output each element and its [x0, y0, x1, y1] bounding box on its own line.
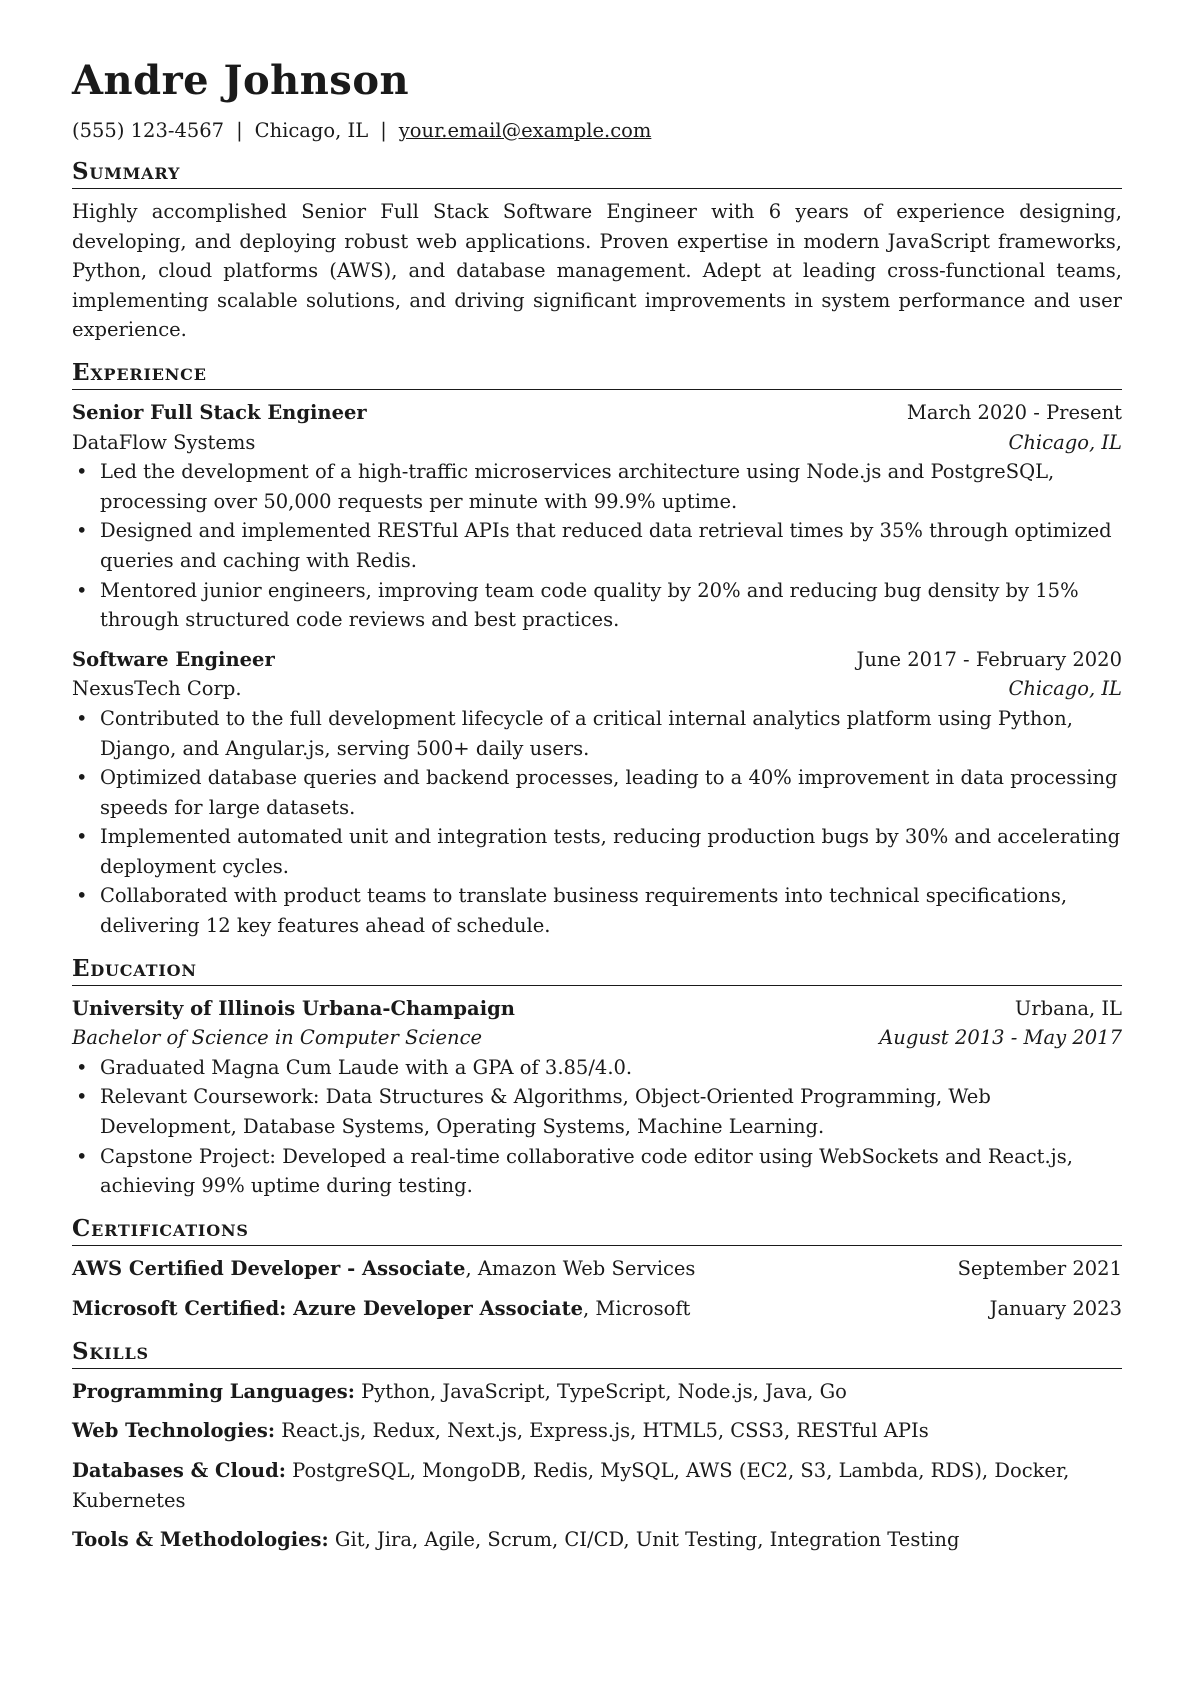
job-dates: March 2020 - Present	[906, 400, 1122, 424]
certifications-heading: Certifications	[72, 1215, 1122, 1246]
degree-name: Bachelor of Science in Computer Science	[72, 1026, 483, 1050]
education-heading: Education	[72, 955, 1122, 986]
skill-label: Databases & Cloud:	[72, 1459, 286, 1482]
job-bullets	[72, 704, 1122, 941]
location-text: Chicago, IL	[254, 119, 369, 142]
education-bullets	[72, 1053, 1122, 1201]
summary-text: Highly accomplished Senior Full Stack Software Engineer with 6 years of experience designing, developing, and deploying robust web applications. Proven expertise in modern JavaScript frameworks, Python, cloud platforms (AWS), and database management. Adept at leading cross-functional teams, implementing scalable solutions, and driving significant improvements in system performance and user experience.	[72, 200, 1122, 342]
education-section	[72, 994, 1122, 1201]
skill-value: PostgreSQL, MongoDB, Redis, MySQL, AWS (EC2, S3, Lambda, RDS), Docker, Kubernetes	[72, 1459, 1070, 1512]
job-bullet: • Contributed to the full development lifecycle of a critical internal analytics platform using Python, Django, and Angular.js, serving 500+ daily users.	[100, 704, 1122, 763]
job-dates: June 2017 - February 2020	[856, 647, 1122, 671]
skill-value: React.js, Redux, Next.js, Express.js, HTML5, CSS3, RESTful APIs	[275, 1419, 929, 1443]
skill-row	[72, 1456, 1122, 1515]
company-name: DataFlow Systems	[72, 430, 256, 454]
candidate-name: Andre Johnson	[72, 57, 410, 104]
education-bullet: • Capstone Project: Developed a real-time collaborative code editor using WebSockets and React.js, achieving 99% uptime during testing.	[100, 1142, 1122, 1201]
job-bullet: • Implemented automated unit and integration tests, reducing production bugs by 30% and accelerating deployment cycles.	[100, 822, 1122, 881]
skill-value: Python, JavaScript, TypeScript, Node.js, Java, Go	[354, 1379, 847, 1403]
job-bullet: • Mentored junior engineers, improving team code quality by 20% and reducing bug density by 15% through structured code reviews and best practices.	[100, 576, 1122, 635]
experience-section	[72, 398, 1122, 941]
job-entry	[72, 645, 1122, 941]
skill-label: Tools & Methodologies:	[72, 1528, 329, 1552]
certification-name: AWS Certified Developer - Associate	[72, 1256, 466, 1280]
education-bullet: • Graduated Magna Cum Laude with a GPA of 3.85/4.0.	[100, 1053, 1122, 1083]
certification-item	[72, 1254, 1122, 1284]
contact-separator: |	[380, 119, 387, 142]
skills-heading: Skills	[72, 1338, 1122, 1369]
job-bullet: • Optimized database queries and backend processes, leading to a 40% improvement in data processing speeds for large datasets.	[100, 763, 1122, 822]
school-location: Urbana, IL	[1014, 996, 1122, 1020]
skill-row	[72, 1525, 1122, 1555]
job-entry	[72, 398, 1122, 635]
school-name: University of Illinois Urbana-Champaign	[72, 996, 515, 1020]
certification-date: September 2021	[957, 1256, 1122, 1280]
skill-row	[72, 1416, 1122, 1446]
contact-line	[72, 118, 1122, 144]
skill-label: Web Technologies:	[72, 1419, 276, 1443]
certification-item	[72, 1294, 1122, 1324]
certifications-section	[72, 1254, 1122, 1324]
job-bullets	[72, 457, 1122, 635]
job-bullet: • Designed and implemented RESTful APIs that reduced data retrieval times by 35% through optimized queries and caching with Redis.	[100, 516, 1122, 575]
skill-label: Programming Languages:	[72, 1379, 355, 1403]
email-link[interactable]: your.email@example.com	[398, 119, 652, 142]
phone-number: (555) 123-4567	[72, 119, 225, 142]
job-bullet: • Collaborated with product teams to translate business requirements into technical specifications, delivering 12 key features ahead of schedule.	[100, 881, 1122, 940]
certification-date: January 2023	[989, 1296, 1122, 1320]
education-bullet: • Relevant Coursework: Data Structures & Algorithms, Object-Oriented Programming, Web Development, Database Systems, Operating Systems, Machine Learning.	[100, 1082, 1122, 1141]
certification-issuer: , Microsoft	[582, 1296, 691, 1320]
job-bullet: • Led the development of a high-traffic microservices architecture using Node.js and PostgreSQL, processing over 50,000 requests per minute with 99.9% uptime.	[100, 457, 1122, 516]
job-title: Software Engineer	[72, 647, 275, 671]
skill-value: Git, Jira, Agile, Scrum, CI/CD, Unit Testing, Integration Testing	[328, 1528, 960, 1552]
summary-heading: Summary	[72, 158, 1122, 189]
experience-heading: Experience	[72, 359, 1122, 390]
education-dates: August 2013 - May 2017	[879, 1026, 1122, 1050]
certification-issuer: , Amazon Web Services	[465, 1256, 696, 1280]
skills-section	[72, 1377, 1122, 1555]
job-title: Senior Full Stack Engineer	[72, 400, 367, 424]
certification-name: Microsoft Certified: Azure Developer Associate	[72, 1296, 583, 1320]
job-location: Chicago, IL	[1008, 677, 1122, 701]
skill-row	[72, 1377, 1122, 1407]
contact-separator: |	[236, 119, 243, 142]
job-location: Chicago, IL	[1008, 430, 1122, 454]
company-name: NexusTech Corp.	[72, 677, 242, 701]
